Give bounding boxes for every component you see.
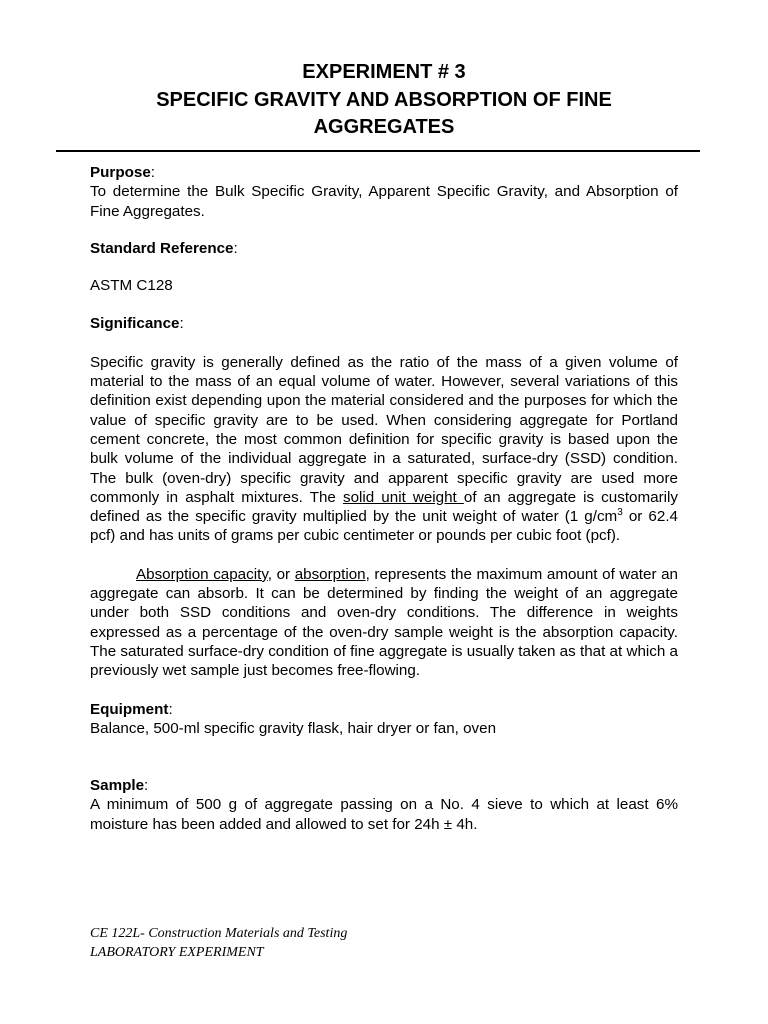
equipment-text: Balance, 500-ml specific gravity flask, hair dryer or fan, oven — [90, 719, 497, 737]
document-body — [90, 163, 678, 834]
superscript-three: 3 — [617, 507, 623, 519]
absorption-capacity-term: Absorption capacity — [136, 565, 268, 583]
purpose-heading-text: Purpose — [90, 164, 151, 181]
significance-heading-text: Significance — [90, 315, 180, 333]
significance-paragraph-2 — [90, 565, 678, 681]
purpose-heading — [90, 163, 678, 182]
page-footer — [90, 924, 347, 962]
reference-heading-text: Standard Reference — [90, 239, 234, 257]
equipment-colon: : — [168, 700, 173, 718]
experiment-number-title: EXPERIMENT # 3 — [302, 61, 466, 83]
purpose-colon: : — [150, 164, 155, 181]
title-divider — [56, 150, 700, 152]
significance-heading — [90, 314, 678, 333]
sample-text: A minimum of 500 g of aggregate passing on a No. 4 sieve to which at least 6% moisture has been added and allowed to set for 24h ± 4h. — [90, 796, 678, 833]
absorption-separator: , or — [267, 565, 295, 583]
reference-heading — [90, 239, 678, 258]
footer-lab-line: LABORATORY EXPERIMENT — [90, 945, 264, 960]
significance-paragraph-1 — [90, 353, 678, 546]
experiment-title-line2: AGGREGATES — [313, 116, 455, 138]
footer-course-line: CE 122L- Construction Materials and Testing — [90, 926, 348, 941]
significance-colon: : — [179, 315, 184, 333]
significance-text-b: of an aggregate is customarily defined as the specific gravity multiplied by the unit weight of water (1 g/cm — [90, 488, 678, 526]
significance-text-c: or 62.4 pcf) and has units of grams per cubic centimeter or pounds per cubic foot (pcf). — [90, 508, 678, 545]
absorption-term: absorption — [294, 565, 366, 583]
purpose-text: To determine the Bulk Specific Gravity, Apparent Specific Gravity, and Absorption of Fine Aggregates. — [90, 183, 678, 220]
absorption-text: , represents the maximum amount of water an aggregate can absorb. It can be determined by finding the weight of an aggregate under both SSD conditions and oven-dry conditions. The difference in weights expressed as a percentage of the oven-dry sample weight is the absorption capacity. The saturated surface-dry condition of fine aggregate is usually taken as that at which a previously wet sample just becomes free-flowing. — [90, 565, 678, 680]
sample-colon: : — [144, 777, 149, 795]
sample-heading — [90, 776, 678, 795]
equipment-heading — [90, 700, 678, 719]
solid-unit-weight-term: solid unit weight — [342, 488, 464, 506]
equipment-heading-text: Equipment — [90, 700, 169, 718]
experiment-title-line1: SPECIFIC GRAVITY AND ABSORPTION OF FINE — [156, 89, 612, 111]
reference-colon: : — [233, 239, 238, 257]
significance-text-a: Specific gravity is generally defined as the ratio of the mass of a given volume of material to the mass of an equal volume of water. However, several variations of this definition exist depending upon the material considered and the purposes for which the value of specific gravity are to be used. When considering aggregate for Portland cement concrete, the most common definition for specific gravity is based upon the bulk volume of the individual aggregate in a saturated, surface-dry (SSD) condition. The bulk (oven-dry) specific gravity and apparent specific gravity are used more commonly in asphalt mixtures. The — [90, 353, 678, 506]
reference-text: ASTM C128 — [90, 277, 173, 295]
sample-heading-text: Sample — [90, 777, 145, 795]
